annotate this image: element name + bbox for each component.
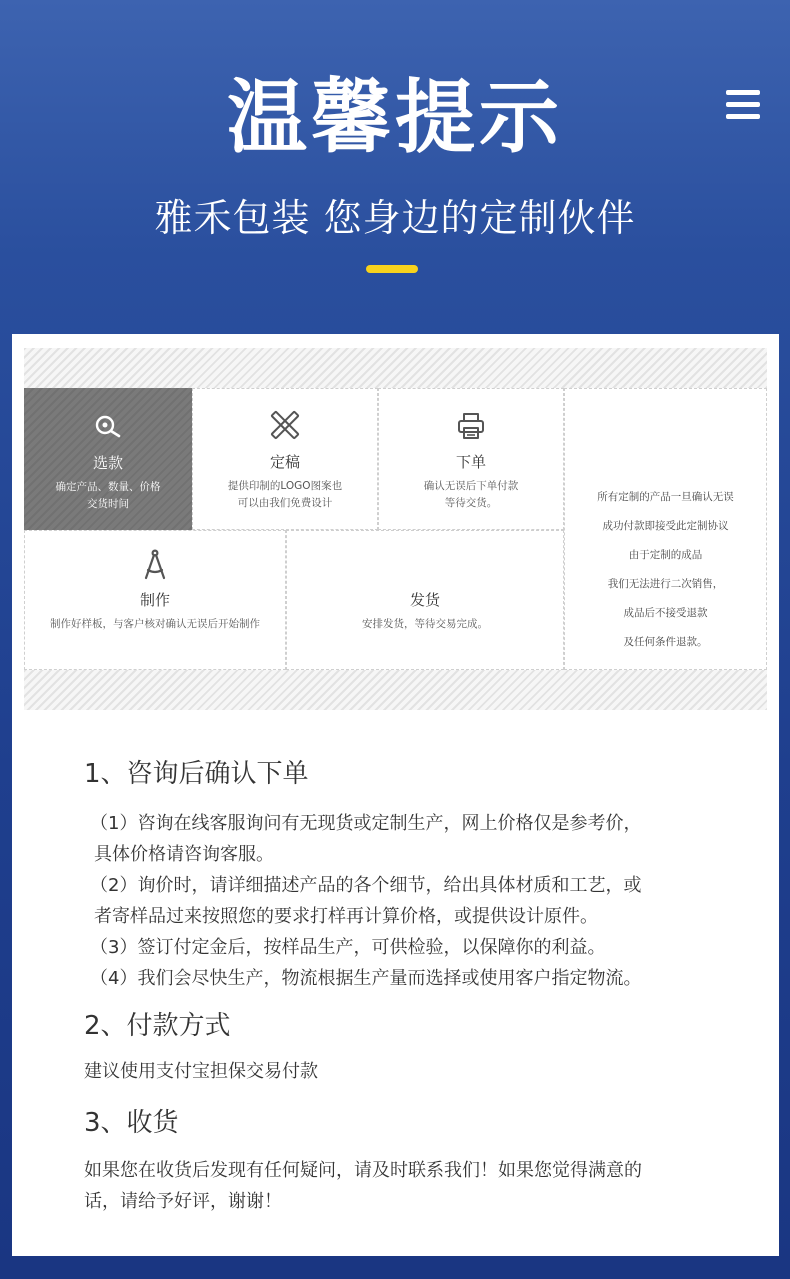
content-card	[12, 334, 779, 1256]
section-payment	[84, 1006, 704, 1087]
section-heading: 3、收货	[84, 1108, 179, 1138]
policy-line: 所有定制的产品一旦确认无误	[597, 491, 734, 503]
policy-line: 成品后不接受退款	[623, 607, 708, 619]
policy-line: 成功付款即接受此定制协议	[602, 520, 729, 532]
process-step-title: 定稿	[269, 453, 300, 471]
section-line: （4）我们会尽快生产，物流根据生产量而选择或使用客户指定物流。	[90, 968, 642, 989]
notice-sections	[84, 754, 704, 1217]
process-step-desc-line: 确定产品、数量、价格	[55, 481, 161, 493]
process-step-desc-line: 提供印制的LOGO图案也	[227, 480, 343, 492]
process-step-title: 下单	[455, 453, 486, 471]
process-step-desc-line: 交货时间	[87, 498, 129, 510]
section-line: 具体价格请咨询客服。	[94, 844, 274, 865]
section-line: （2）询价时，请详细描述产品的各个细节，给出具体材质和工艺，或	[90, 875, 642, 896]
section-consult	[84, 754, 704, 994]
process-step-desc-line: 可以由我们免费设计	[237, 497, 333, 509]
section-heading: 2、付款方式	[84, 1011, 231, 1041]
process-step-title: 制作	[139, 591, 170, 609]
section-receipt	[84, 1103, 704, 1217]
accent-divider	[366, 265, 418, 273]
process-step-select	[24, 388, 192, 530]
process-step-title: 发货	[409, 591, 440, 609]
process-step-desc-line: 安排发货，等待交易完成。	[362, 618, 488, 630]
page-title: 温馨提示	[227, 71, 563, 164]
process-step-desc-line: 确认无误后下单付款	[423, 480, 519, 492]
process-step-desc-line: 制作好样板，与客户核对确认无误后开始制作	[50, 618, 260, 630]
section-line: 如果您在收货后发现有任何疑问，请及时联系我们！如果您觉得满意的	[84, 1160, 642, 1181]
hatch-band-bottom	[24, 670, 767, 710]
process-step-shipping	[286, 530, 564, 670]
process-step-draft	[192, 388, 378, 530]
pencil-ruler-icon	[269, 409, 301, 441]
section-line: 话，请给予好评，谢谢！	[84, 1191, 282, 1212]
section-heading: 1、咨询后确认下单	[84, 759, 309, 789]
compass-icon	[142, 549, 168, 581]
policy-line: 我们无法进行二次销售，	[607, 578, 724, 590]
process-step-order	[378, 388, 564, 530]
process-grid	[24, 388, 767, 670]
printer-icon	[456, 411, 486, 441]
section-line: 者寄样品过来按照您的要求打样再计算价格，或提供设计原件。	[94, 906, 598, 927]
section-line: （3）签订付定金后，按样品生产，可供检验，以保障你的利益。	[90, 937, 606, 958]
policy-line: 及任何条件退款。	[623, 636, 708, 648]
process-step-production	[24, 530, 286, 670]
page-subtitle: 雅禾包装 您身边的定制伙伴	[154, 196, 636, 240]
process-step-desc-line: 等待交货。	[444, 497, 498, 509]
hamburger-menu-icon[interactable]	[726, 90, 760, 124]
section-line: （1）咨询在线客服询问有无现货或定制生产，网上价格仅是参考价，	[90, 813, 642, 834]
policy-line: 由于定制的成品	[628, 549, 703, 561]
process-step-title: 选款	[92, 454, 123, 472]
custom-order-policy	[564, 388, 767, 670]
search-icon	[93, 412, 123, 442]
section-line: 建议使用支付宝担保交易付款	[84, 1061, 318, 1082]
hatch-band-top	[24, 348, 767, 388]
